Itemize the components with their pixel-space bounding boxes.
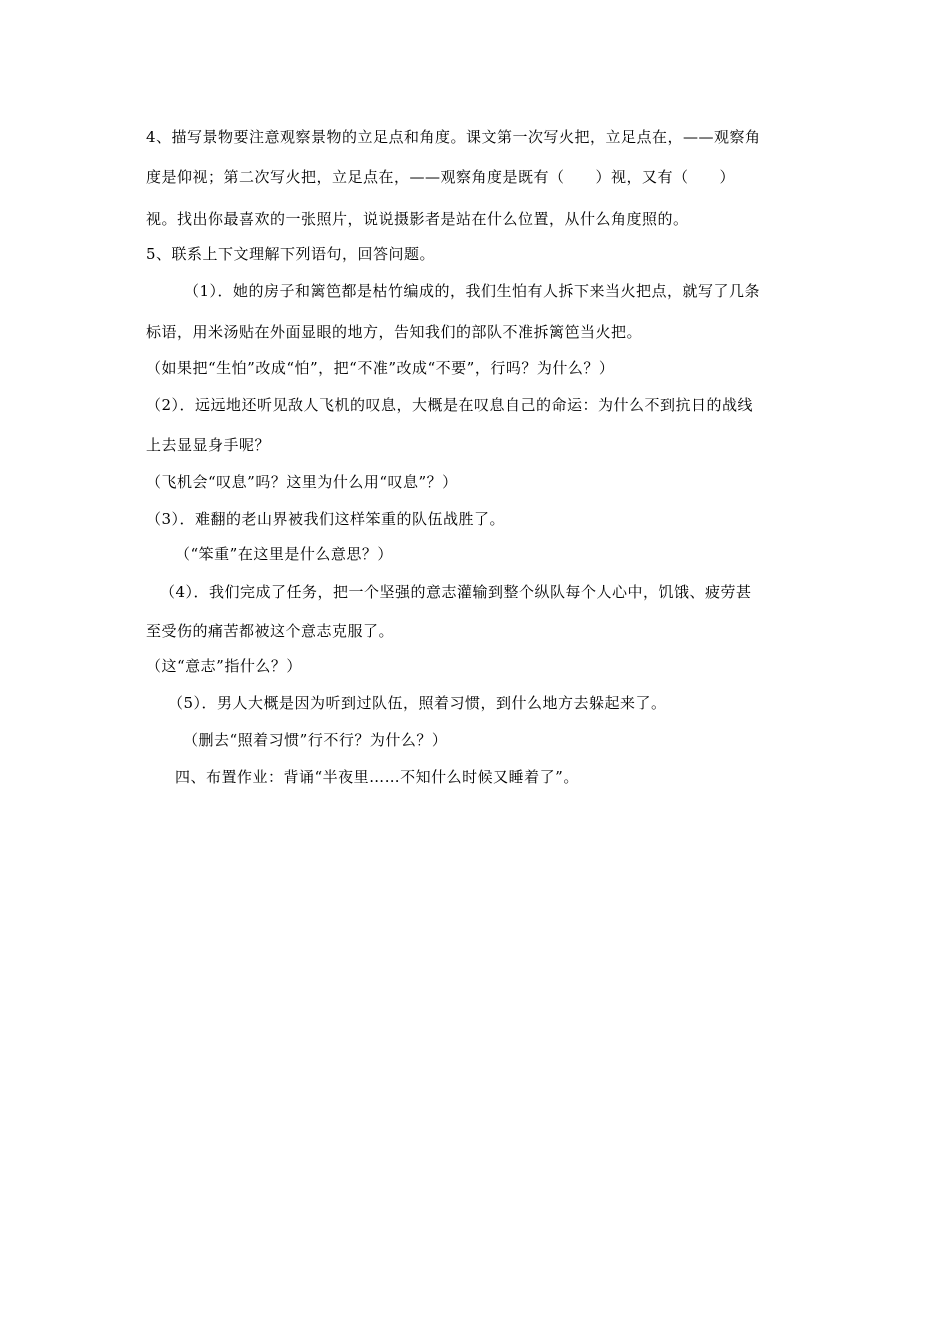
sentence-1-line-1: （1）．她的房子和篱笆都是枯竹编成的，我们生怕有人拆下来当火把点，就写了几条 (184, 282, 761, 300)
question-2: （飞机会“叹息”吗？这里为什么用“叹息”？） (146, 473, 458, 491)
sentence-2-line-2: 上去显显身手呢？ (146, 436, 271, 454)
sentence-1-line-2: 标语，用米汤贴在外面显眼的地方，告知我们的部队不准拆篱笆当火把。 (146, 323, 643, 341)
sentence-4-line-1: （4）．我们完成了任务，把一个坚强的意志灌输到整个纵队每个人心中，饥饿、疲劳甚 (160, 583, 752, 601)
sentence-3: （3）．难翻的老山界被我们这样笨重的队伍战胜了。 (146, 510, 506, 528)
question-1: （如果把“生怕”改成“怕”，把“不准”改成“不要”，行吗？为什么？） (146, 359, 615, 377)
homework-assignment: 四、布置作业：背诵“半夜里……不知什么时候又睡着了”。 (175, 768, 579, 786)
sentence-5: （5）．男人大概是因为听到过队伍，照着习惯，到什么地方去躲起来了。 (168, 694, 667, 712)
question-5: （删去“照着习惯”行不行？为什么？） (183, 731, 448, 749)
item-5-heading: 5、联系上下文理解下列语句，回答问题。 (146, 245, 436, 263)
item-4-line-3: 视。找出你最喜欢的一张照片，说说摄影者是站在什么位置，从什么角度照的。 (146, 210, 689, 228)
sentence-2-line-1: （2）．远远地还听见敌人飞机的叹息，大概是在叹息自己的命运：为什么不到抗日的战线 (146, 396, 754, 414)
item-4-line-2: 度是仰视；第二次写火把，立足点在，——观察角度是既有（ ）视，又有（ ） (146, 168, 736, 186)
item-4-line-1: 4、描写景物要注意观察景物的立足点和角度。课文第一次写火把，立足点在，——观察角 (146, 128, 761, 146)
question-4: （这“意志”指什么？） (146, 657, 302, 675)
question-3: （“笨重”在这里是什么意思？） (175, 545, 393, 563)
sentence-4-line-2: 至受伤的痛苦都被这个意志克服了。 (146, 622, 395, 640)
